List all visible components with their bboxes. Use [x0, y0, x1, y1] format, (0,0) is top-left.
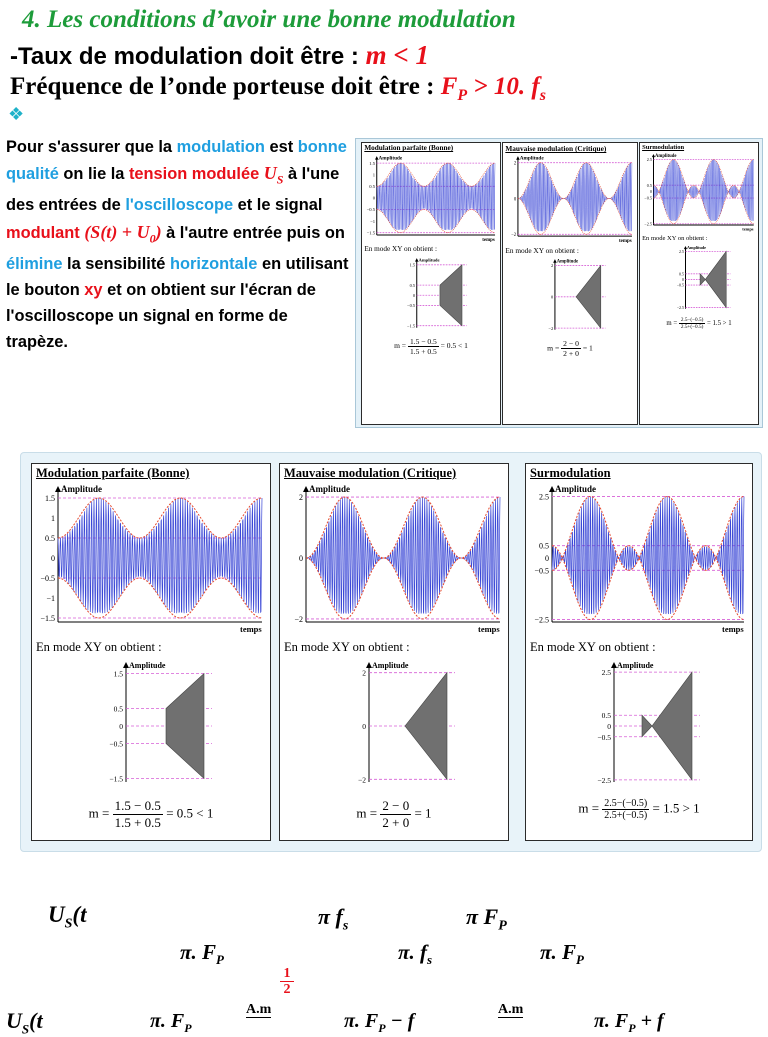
y-tick-label: 0	[299, 554, 303, 563]
modulated-signal-chart	[284, 484, 504, 634]
formula-pi-fp-r2a: π. $F_P$	[180, 940, 224, 968]
xy-tick-label: −2.5	[597, 775, 611, 785]
xy-tick-label: 2	[551, 263, 554, 269]
axis-label: Amplitude	[61, 484, 103, 494]
xy-tick-label: 0.5	[409, 282, 415, 288]
axis-label: Amplitude	[309, 484, 351, 494]
formula-us-r3: $U_S(t$	[6, 1008, 43, 1037]
modulation-index-formula	[503, 339, 637, 358]
diamond-bullet-icon: ❖	[8, 104, 25, 124]
y-tick-label: 1	[51, 514, 55, 523]
y-tick-label: 0.5	[539, 541, 549, 551]
panel-title: Mauvaise modulation (Critique)	[505, 144, 607, 154]
y-tick-label: 0	[373, 196, 376, 202]
y-tick-label: 0	[51, 554, 55, 563]
formula-pi-fp-fs: π. $F_P - f$	[344, 1010, 415, 1035]
m-lhs: m =	[666, 320, 678, 328]
xy-trapezoid-chart	[592, 660, 702, 788]
paragraph-segment: élimine	[6, 254, 63, 273]
modulation-panel	[361, 142, 501, 425]
y-tick-label: 0	[514, 197, 517, 203]
y-tick-label: 2	[299, 493, 303, 503]
y-tick-label: 1.5	[369, 161, 376, 167]
xy-tick-label: 2.5	[679, 250, 685, 255]
xy-tick-label: −0.5	[597, 732, 611, 742]
xy-mode-text: En mode XY on obtient :	[284, 640, 410, 654]
modulation-panel	[31, 463, 271, 841]
xy-trapezoid-chart	[404, 257, 468, 331]
time-label: temps	[482, 237, 496, 243]
xy-axis-label: Amplitude	[418, 258, 440, 264]
y-tick-label: 2	[514, 161, 517, 167]
paragraph-segment: tension modulée	[128, 165, 264, 184]
y-tick-label: −2.5	[644, 221, 652, 227]
xy-tick-label: 1.5	[409, 262, 415, 268]
xy-tick-label: 0	[412, 292, 415, 298]
formula-pi-fp-plus-fs: π. $F_P + f$	[594, 1010, 664, 1035]
xy-tick-label: −1.5	[109, 774, 123, 784]
formula-pi-fp-r3a: π. $F_P$	[150, 1010, 192, 1035]
xy-tick-label: −2	[548, 326, 554, 332]
panel-title: Modulation parfaite (Bonne)	[36, 466, 190, 480]
y-tick-label: 0.5	[45, 534, 55, 543]
modulated-signal-line	[58, 498, 262, 613]
paragraph-segment: U	[263, 163, 277, 184]
xy-tick-label: 0.5	[679, 272, 685, 277]
overmod-triangle	[652, 672, 692, 780]
paragraph-segment: modulant	[6, 223, 85, 242]
modulation-panel	[525, 463, 753, 841]
paragraph-segment: à l'une des entrées de	[6, 165, 340, 215]
axis-label: Amplitude	[655, 154, 677, 160]
formula-pi-fp-r1: π $F_P$	[466, 904, 507, 934]
paragraph-segment: horizontale	[169, 254, 258, 273]
paragraph-segment: (S(t) + U	[84, 221, 150, 242]
paragraph-segment: est	[264, 138, 298, 156]
xy-tick-label: 0	[551, 294, 554, 300]
m-rhs: = 1.5 > 1	[652, 800, 700, 816]
m-rhs: = 1	[414, 805, 432, 821]
modulated-signal-line	[654, 160, 754, 221]
y-tick-label: −1.5	[40, 614, 55, 623]
xy-tick-label: 0	[362, 722, 366, 731]
xy-mode-text: En mode XY on obtient :	[364, 245, 437, 254]
section-heading: 4. Les conditions d’avoir une bonne modulation	[22, 6, 516, 33]
xy-trapezoid-chart	[674, 245, 731, 312]
m-lhs: m =	[547, 343, 560, 353]
modulated-signal-chart	[36, 484, 266, 634]
y-tick-label: 0	[649, 189, 652, 195]
y-tick-label: 0	[545, 554, 549, 563]
paragraph-segment: à l'autre entrée puis on	[161, 223, 345, 242]
modulation-index-formula	[362, 337, 500, 356]
modulated-signal-chart	[642, 153, 756, 231]
m-lhs: m =	[394, 340, 407, 350]
modulated-signal-line	[518, 162, 632, 231]
paragraph-segment: xy	[84, 281, 103, 300]
panel-title: Surmodulation	[642, 144, 685, 152]
paragraph-segment: Pour s'assurer que la	[6, 138, 177, 156]
panel-title: Modulation parfaite (Bonne)	[364, 144, 454, 153]
formula-us-r1: $U_S(t$	[48, 902, 87, 932]
time-label: temps	[722, 624, 744, 634]
xy-axis-label: Amplitude	[129, 661, 166, 670]
xy-tick-label: −2	[358, 775, 366, 785]
modulated-signal-line	[552, 497, 744, 615]
formula-am-r3a: A.m	[246, 1002, 272, 1017]
condition-2-math: $F_P > 10$. $f_s$	[440, 73, 546, 104]
xy-tick-label: −1.5	[406, 323, 415, 329]
modulation-index-formula	[280, 798, 508, 831]
modulated-signal-chart	[530, 484, 748, 634]
y-tick-label: −1	[370, 219, 376, 225]
condition-1-text: -Taux de modulation doit être :	[10, 43, 366, 70]
paragraph-segment: et on obtient sur l'écran de l'oscilloscope un signal en forme de trapèze.	[6, 281, 316, 352]
m-rhs: = 0.5 < 1	[440, 340, 468, 350]
modulated-signal-line	[377, 163, 495, 230]
panel-title: Mauvaise modulation (Critique)	[284, 466, 457, 480]
panel-title: Surmodulation	[530, 466, 611, 480]
y-tick-label: 2.5	[646, 157, 652, 163]
explanation-paragraph	[6, 134, 351, 355]
y-tick-label: −2.5	[534, 615, 549, 625]
xy-trapezoid-chart	[542, 258, 607, 333]
modulation-panel	[279, 463, 509, 841]
xy-tick-label: 2	[362, 668, 366, 678]
xy-mode-text: En mode XY on obtient :	[505, 246, 579, 256]
paragraph-segment: et le signal	[233, 196, 323, 215]
triangle-shape	[405, 673, 447, 780]
modulated-signal-line	[306, 497, 500, 614]
y-tick-label: −0.5	[40, 574, 55, 583]
paragraph-segment: on lie la	[58, 165, 129, 184]
xy-tick-label: 1.5	[113, 669, 123, 679]
xy-axis-label: Amplitude	[372, 661, 409, 670]
formula-half-fraction: 1 2	[280, 966, 294, 997]
overmod-lobe	[701, 274, 706, 285]
xy-mode-text: En mode XY on obtient :	[530, 640, 656, 654]
y-tick-label: −0.5	[534, 566, 549, 576]
xy-tick-label: 0.5	[113, 704, 123, 714]
paragraph-segment: bonne qualité	[6, 138, 347, 184]
modulation-figure-small	[355, 138, 763, 428]
time-label: temps	[240, 624, 262, 634]
modulation-index-formula	[526, 798, 752, 821]
xy-trapezoid-chart	[347, 660, 457, 788]
condition-1-math: m < 1	[365, 40, 429, 70]
paragraph-segment: 0	[149, 230, 156, 245]
m-fraction: $\frac{2 - 0}{2 + 0}$	[563, 339, 579, 359]
paragraph-segment: l'oscilloscope	[125, 196, 234, 215]
xy-axis-label: Amplitude	[557, 259, 579, 265]
modulation-index-formula	[640, 317, 758, 330]
paragraph-segment: S	[276, 172, 284, 187]
paragraph-segment: en utilisant le bouton	[6, 254, 349, 300]
y-tick-label: 0.5	[369, 184, 376, 190]
y-tick-label: −2	[294, 614, 303, 624]
xy-tick-label: 0	[682, 278, 685, 283]
y-tick-label: −1.5	[366, 231, 376, 237]
time-label: temps	[619, 238, 633, 244]
m-rhs: = 1	[582, 343, 593, 353]
xy-axis-label: Amplitude	[617, 661, 654, 670]
modulation-figure-large	[20, 452, 762, 852]
m-fraction: $\frac{2.5-(-0.5)}{2.5+(-0.5)}$	[604, 798, 648, 821]
formula-pi-fs-r1: π $f_s$	[318, 904, 349, 934]
axis-label: Amplitude	[378, 155, 403, 162]
modulated-signal-chart	[364, 155, 497, 242]
m-fraction: $\frac{2.5-(-0.5)}{2.5+(-0.5)}$	[680, 317, 704, 331]
m-rhs: = 0.5 < 1	[166, 805, 214, 821]
y-tick-label: −2	[511, 232, 517, 238]
xy-axis-label: Amplitude	[687, 245, 707, 251]
xy-tick-label: −0.5	[677, 283, 685, 288]
m-rhs: = 1.5 > 1	[707, 320, 732, 328]
xy-mode-text: En mode XY on obtient :	[36, 640, 162, 654]
xy-tick-label: −0.5	[406, 302, 415, 308]
triangle-shape	[576, 266, 601, 329]
condition-modulation-rate	[10, 40, 429, 71]
xy-tick-label: −2.5	[677, 306, 685, 311]
modulation-index-formula	[32, 798, 270, 831]
y-tick-label: −0.5	[366, 207, 376, 213]
xy-tick-label: 0	[119, 722, 123, 731]
condition-carrier-frequency	[10, 73, 546, 105]
m-fraction: $\frac{1.5 - 0.5}{1.5 + 0.5}$	[409, 336, 437, 356]
axis-label: Amplitude	[555, 484, 597, 494]
y-tick-label: 1.5	[45, 494, 55, 503]
xy-tick-label: 0	[607, 722, 611, 731]
trapezoid-shape	[166, 674, 204, 779]
formula-pi-fp-r2b: π. $F_P$	[540, 940, 584, 968]
condition-2-text: Fréquence de l’onde porteuse doit être :	[10, 73, 441, 100]
axis-label: Amplitude	[520, 155, 545, 162]
m-lhs: m =	[356, 805, 378, 821]
xy-mode-text: En mode XY on obtient :	[642, 234, 708, 242]
overmod-triangle	[706, 252, 727, 308]
y-tick-label: 0.5	[646, 183, 652, 189]
paragraph-segment: la sensibilité	[62, 254, 170, 273]
modulation-panel	[502, 142, 638, 425]
m-lhs: m =	[88, 805, 110, 821]
formula-pi-fs-r2: π. $f_s$	[398, 940, 433, 968]
overmod-lobe	[642, 715, 652, 737]
modulation-panel	[639, 142, 759, 425]
xy-trapezoid-chart	[104, 660, 214, 788]
xy-tick-label: 0.5	[601, 711, 611, 721]
modulated-signal-chart	[505, 155, 634, 243]
y-tick-label: 2.5	[539, 492, 549, 502]
paragraph-segment: modulation	[176, 138, 265, 156]
time-label: temps	[478, 624, 500, 634]
y-tick-label: −1	[46, 594, 55, 603]
trapezoid-shape	[440, 264, 462, 325]
time-label: temps	[742, 226, 754, 232]
xy-tick-label: −0.5	[109, 739, 123, 749]
formula-am-r3b: A.m	[498, 1002, 524, 1017]
m-fraction: $\frac{2 - 0}{2 + 0}$	[382, 798, 410, 830]
m-fraction: $\frac{1.5 - 0.5}{1.5 + 0.5}$	[114, 798, 161, 830]
m-lhs: m =	[578, 800, 600, 816]
y-tick-label: −0.5	[644, 196, 652, 202]
paragraph-segment: )	[155, 221, 162, 242]
y-tick-label: 1	[373, 173, 376, 179]
xy-tick-label: 2.5	[601, 668, 611, 678]
